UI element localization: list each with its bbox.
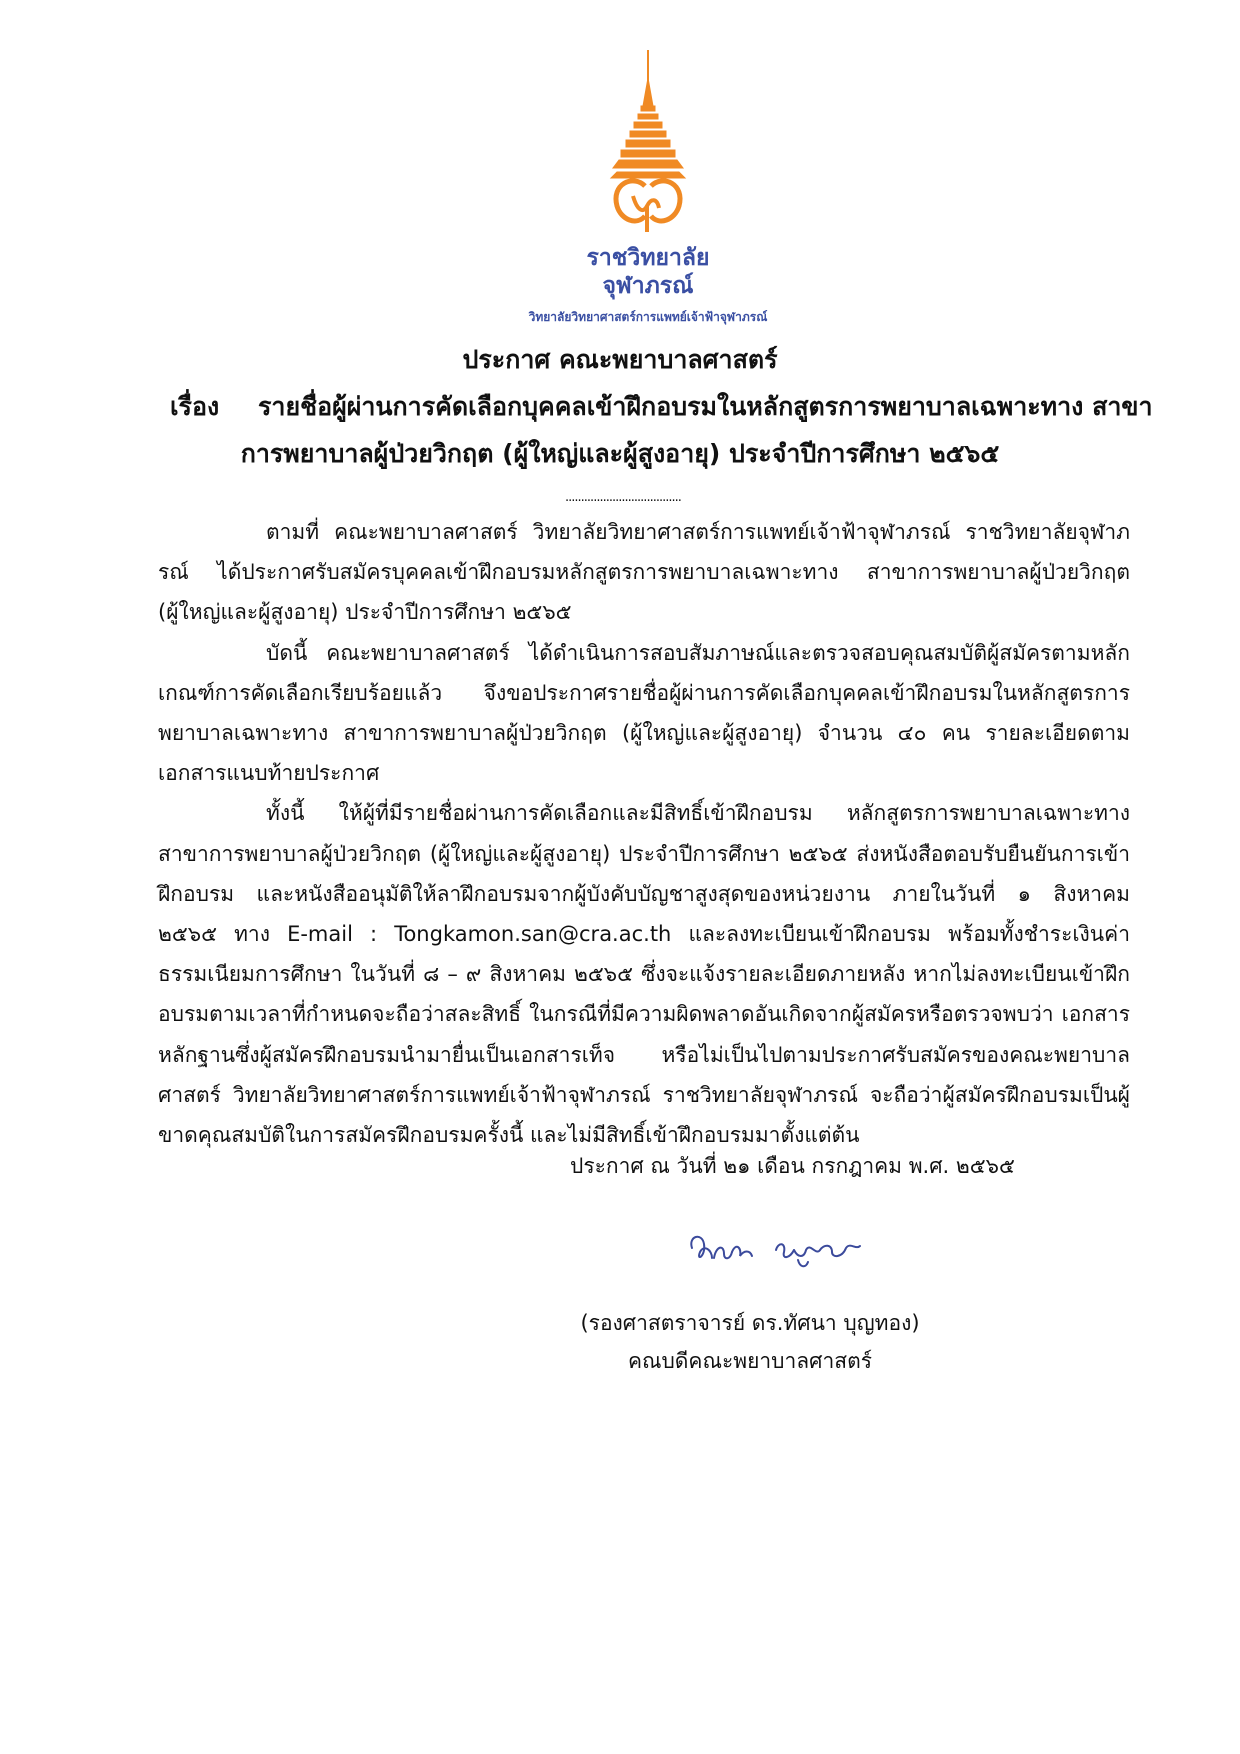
org-subtitle: วิทยาลัยวิทยาศาสตร์การแพทย์เจ้าฟ้าจุฬาภรณ์ [528,310,768,324]
subject-label: เรื่อง [170,392,220,421]
signer-name: (รองศาสตราจารย์ ดร.ทัศนา บุญทอง) [580,1311,920,1335]
body-paragraph: ตามที่ คณะพยาบาลศาสตร์ วิทยาลัยวิทยาศาสตร์การแพทย์เจ้าฟ้าจุฬาภรณ์ ราชวิทยาลัยจุฬาภรณ์ ได้ประกาศรับสมัครบุคคลเข้าฝึกอบรมหลักสูตรการพยาบาลเฉพาะทาง สาขาการพยาบาลผู้ป่วยวิกฤต (ผู้ใหญ่และผู้สูงอายุ) ประจำปีการศึกษา ๒๕๖๕ [158,520,1130,625]
handwritten-signature [686,1228,866,1272]
subject-title-line2: การพยาบาลผู้ป่วยวิกฤต (ผู้ใหญ่และผู้สูงอายุ) ประจำปีการศึกษา ๒๕๖๕ [240,439,1000,468]
org-name-line1: ราชวิทยาลัย [586,245,710,271]
announcement-date: ประกาศ ณ วันที่ ๒๑ เดือน กรกฎาคม พ.ศ. ๒๕๖๕ [570,1154,1015,1178]
announcement-heading: ประกาศ คณะพยาบาลศาสตร์ [462,345,778,374]
signer-position: คณบดีคณะพยาบาลศาสตร์ [627,1349,873,1373]
crown-emblem-icon [603,48,693,238]
announcement-body [158,512,1130,1155]
subject-title-line1: รายชื่อผู้ผ่านการคัดเลือกบุคคลเข้าฝึกอบรมในหลักสูตรการพยาบาลเฉพาะทาง สาขา [258,392,1153,421]
institution-logo [500,48,796,326]
body-paragraph: ทั้งนี้ ให้ผู้ที่มีรายชื่อผ่านการคัดเลือกและมีสิทธิ์เข้าฝึกอบรม หลักสูตรการพยาบาลเฉพาะทาง สาขาการพยาบาลผู้ป่วยวิกฤต (ผู้ใหญ่และผู้สูงอายุ) ประจำปีการศึกษา ๒๕๖๕ ส่งหนังสือตอบรับยืนยันการเข้าฝึกอบรม และหนังสืออนุมัติให้ลาฝึกอบรมจากผู้บังคับบัญชาสูงสุดของหน่วยงาน ภายในวันที่ ๑ สิงหาคม ๒๕๖๕ ทาง E-mail : Tongkamon.san@cra.ac.th และลงทะเบียนเข้าฝึกอบรม พร้อมทั้งชำระเงินค่าธรรมเนียมการศึกษา ในวันที่ ๘ – ๙ สิงหาคม ๒๕๖๕ ซึ่งจะแจ้งรายละเอียดภายหลัง หากไม่ลงทะเบียนเข้าฝึกอบรมตามเวลาที่กำหนดจะถือว่าสละสิทธิ์ ในกรณีที่มีความผิดพลาดอันเกิดจากผู้สมัครหรือตรวจพบว่า เอกสารหลักฐานซึ่งผู้สมัครฝึกอบรมนำมายื่นเป็นเอกสารเท็จ หรือไม่เป็นไปตามประกาศรับสมัครของคณะพยาบาลศาสตร์ วิทยาลัยวิทยาศาสตร์การแพทย์เจ้าฟ้าจุฬาภรณ์ ราชวิทยาลัยจุฬาภรณ์ จะถือว่าผู้สมัครฝึกอบรมเป็นผู้ขาดคุณสมบัติในการสมัครฝึกอบรมครั้งนี้ และไม่มีสิทธิ์เข้าฝึกอบรมมาตั้งแต่ต้น [158,801,1130,1148]
org-name-line2: จุฬาภรณ์ [602,273,694,299]
dotted-separator: ..................................... [565,490,681,505]
body-paragraph: บัดนี้ คณะพยาบาลศาสตร์ ได้ดำเนินการสอบสัมภาษณ์และตรวจสอบคุณสมบัติผู้สมัครตามหลักเกณฑ์การคัดเลือกเรียบร้อยแล้ว จึงขอประกาศรายชื่อผู้ผ่านการคัดเลือกบุคคลเข้าฝึกอบรมในหลักสูตรการพยาบาลเฉพาะทาง สาขาการพยาบาลผู้ป่วยวิกฤต (ผู้ใหญ่และผู้สูงอายุ) จำนวน ๔๐ คน รายละเอียดตามเอกสารแนบท้ายประกาศ [158,640,1130,786]
